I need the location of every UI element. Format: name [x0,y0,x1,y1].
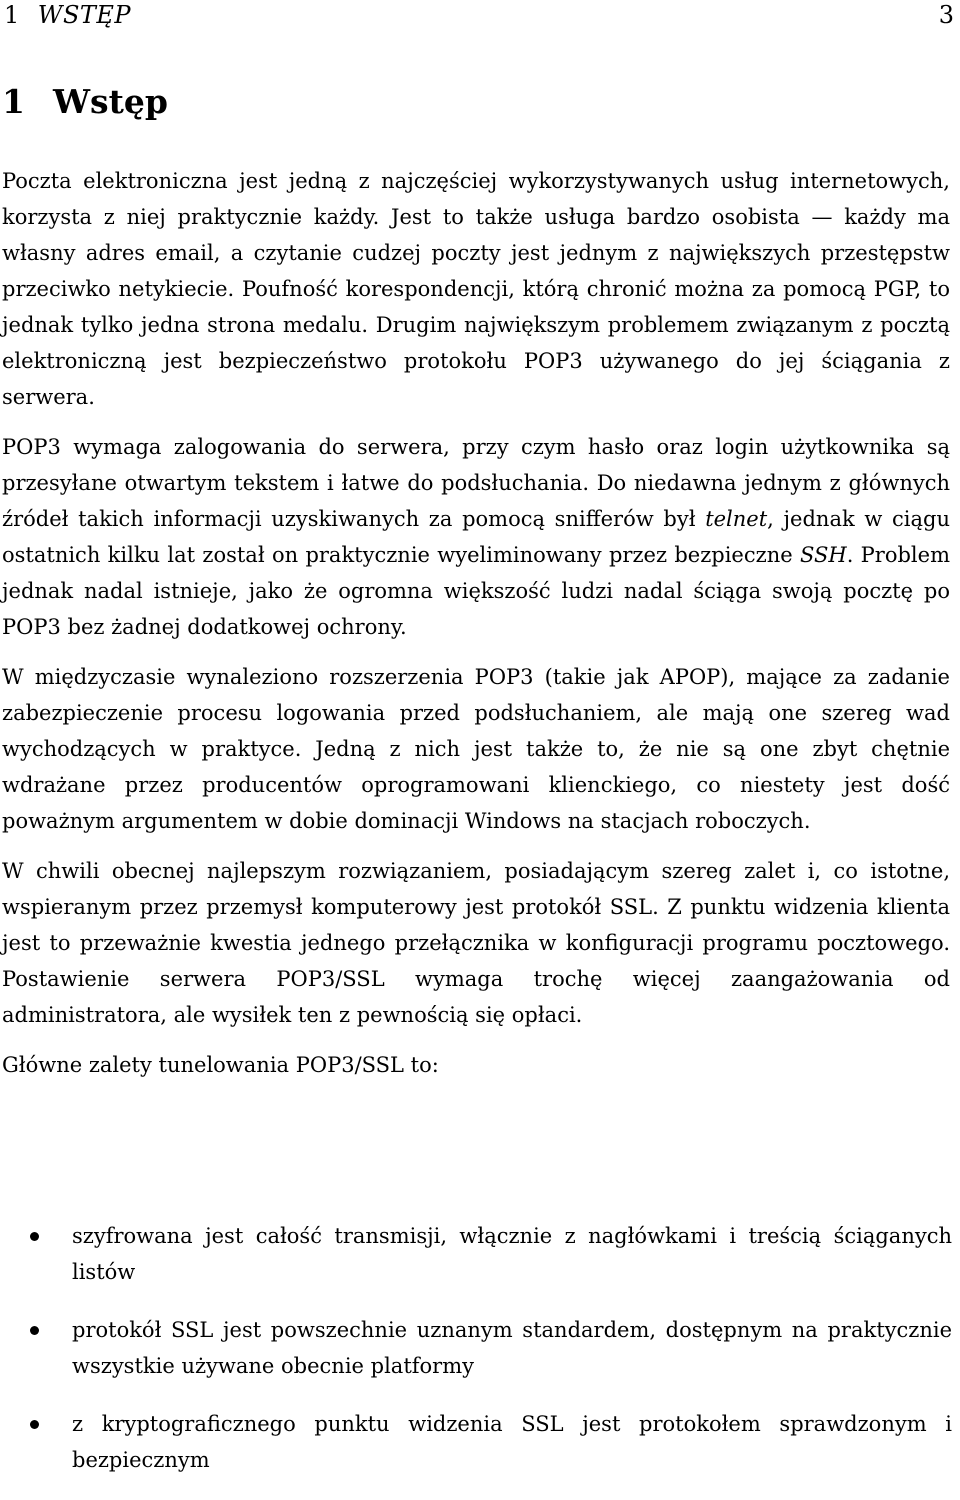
running-header-chapter-number: 1 [4,1,20,29]
paragraph-intro [2,163,950,415]
running-header-chapter-title: WSTĘP [37,1,132,29]
term-telnet: telnet [705,507,768,531]
paragraph-text: POP3 wymaga zalogowania do serwera, przy czym hasło oraz login użytkownika są przesyłane otwartym tekstem i łatwe do podsłuchania. Do niedawna jednym z głównych źródeł takich informacji uzyskiwanych za pomocą snifferów był [2,435,950,531]
section-title [2,80,168,124]
list-item-text: z kryptograficznego punktu widzenia SSL jest protokołem sprawdzonym i bezpiecznym [72,1412,952,1472]
bullet-icon [30,1420,39,1429]
body-text [2,163,950,1097]
paragraph-pop3-risks [2,429,950,645]
running-header [4,0,954,30]
paragraph-advantages-intro [2,1047,950,1083]
running-header-chapter [4,0,131,30]
list-item-text: protokół SSL jest powszechnie uznanym standardem, dostępnym na praktycznie wszystkie używane obecnie platformy [72,1318,952,1378]
paragraph-text: W chwili obecnej najlepszym rozwiązaniem, posiadającym szereg zalet i, co istotne, wspieranym przez przemysł komputerowy jest protokół SSL. Z punktu widzenia klienta jest to przeważnie kwestia jednego przełącznika w konfiguracji programu pocztowego. Postawienie serwera POP3/SSL wymaga trochę więcej zaangażowania od administratora, ale wysiłek ten z pewnością się opłaci. [2,859,950,1027]
paragraph-text: . Problem jednak nadal istnieje, jako że ogromna większość ludzi nadal ściąga swoją pocztę po POP3 bez żadnej dodatkowej ochrony. [2,543,950,639]
list-item [0,1406,952,1478]
advantages-list [0,1218,952,1500]
paragraph-extensions [2,659,950,839]
page-number: 3 [938,1,954,29]
bullet-icon [30,1232,39,1241]
paragraph-text: Poczta elektroniczna jest jedną z najczęściej wykorzystywanych usług internetowych, korzysta z niej praktycznie każdy. Jest to także usługa bardzo osobista — każdy ma własny adres email, a czytanie cudzej poczty jest jednym z największych przestępstw przeciwko netykiecie. Poufność korespondencji, którą chronić można za pomocą PGP, to jednak tylko jedna strona medalu. Drugim największym problemem związanym z pocztą elektroniczną jest bezpieczeństwo protokołu POP3 używanego do jej ściągania z serwera. [2,169,950,409]
section-title-text: Wstęp [52,82,168,121]
list-item-text: szyfrowana jest całość transmisji, włącznie z nagłówkami i treścią ściąganych listów [72,1224,952,1284]
paragraph-text: , jednak w ciągu ostatnich kilku lat został on praktycznie wyeliminowany przez bezpieczne [2,507,950,567]
list-item [0,1312,952,1384]
section-number: 1 [2,82,25,121]
bullet-icon [30,1326,39,1335]
paragraph-text: Główne zalety tunelowania POP3/SSL to: [2,1053,439,1077]
term-ssh: SSH [799,543,847,567]
paragraph-text: W międzyczasie wynaleziono rozszerzenia POP3 (takie jak APOP), mające za zadanie zabezpieczenie procesu logowania przed podsłuchaniem, ale mają one szereg wad wychodzących w praktyce. Jedną z nich jest także to, że nie są one zbyt chętnie wdrażane przez producentów oprogramowani klienckiego, co niestety jest dość poważnym argumentem w dobie dominacji Windows na stacjach roboczych. [2,665,950,833]
list-item [0,1218,952,1290]
paragraph-ssl [2,853,950,1033]
